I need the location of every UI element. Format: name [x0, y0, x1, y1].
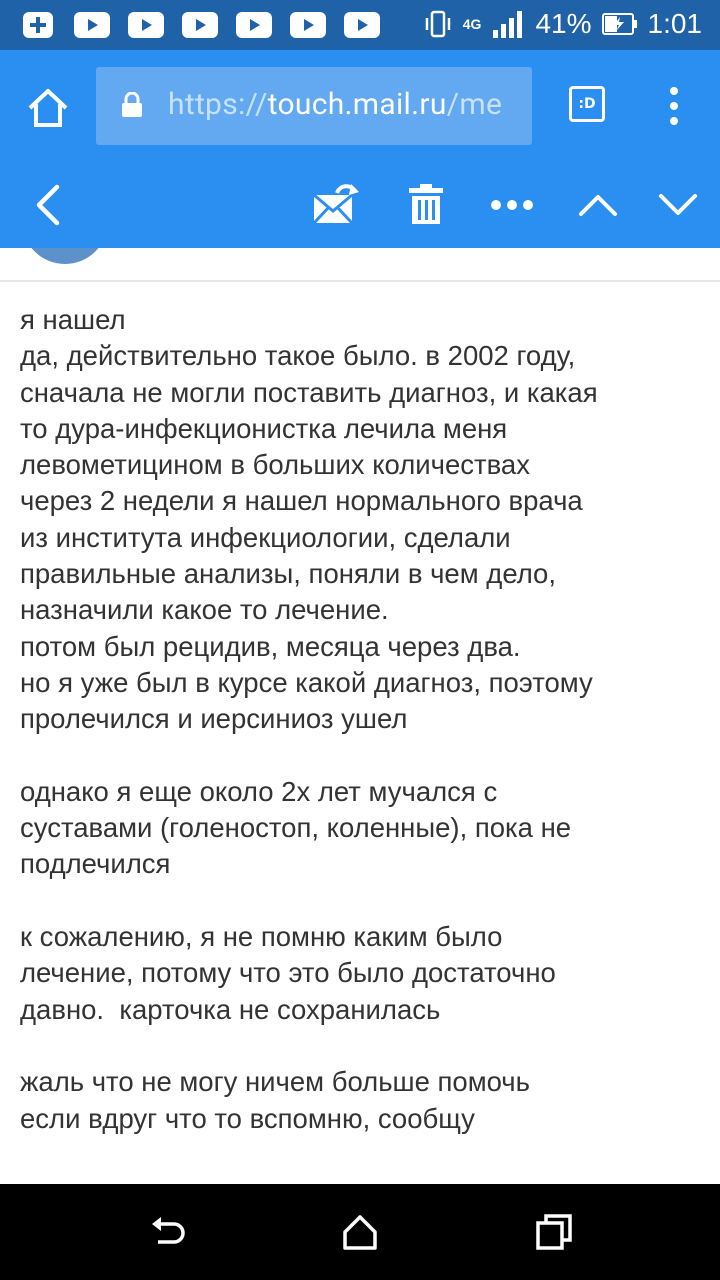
delete-button[interactable] — [400, 162, 452, 248]
home-button[interactable] — [24, 84, 72, 132]
youtube-icon — [290, 11, 326, 39]
mail-toolbar — [0, 162, 720, 248]
message-line: то дура-инфекционистка лечила меня — [20, 412, 508, 444]
message-line: но я уже был в курсе какой диагноз, поэтому — [20, 666, 593, 698]
youtube-icon — [128, 11, 164, 39]
battery-icon — [602, 13, 638, 35]
message-line: потом был рецидив, месяца через два. — [20, 630, 521, 662]
message-line: суставами (голеностоп, коленные), пока не — [20, 812, 572, 844]
message-header — [0, 248, 720, 282]
message-line: лечение, потому что это было достаточно — [20, 957, 556, 989]
paragraph-gap — [20, 883, 700, 919]
browser-menu-button[interactable] — [660, 84, 688, 128]
chevron-left-icon — [33, 183, 63, 227]
message-line: назначили какое то лечение. — [20, 594, 389, 626]
tab-badge: :D — [569, 86, 605, 122]
chevron-down-icon — [658, 193, 698, 217]
tabs-button[interactable] — [569, 86, 609, 126]
message-line: давно. карточка не сохранилась — [20, 993, 441, 1025]
avatar[interactable] — [22, 248, 108, 264]
back-arrow-icon — [148, 1212, 188, 1252]
home-icon — [340, 1212, 380, 1252]
system-status — [423, 8, 702, 40]
more-button[interactable] — [484, 162, 540, 248]
mark-spam-button[interactable] — [308, 162, 364, 248]
youtube-icon — [344, 11, 380, 39]
youtube-icon — [236, 11, 272, 39]
message-line: однако я еще около 2х лет мучался с — [20, 775, 498, 807]
message-line: подлечился — [20, 848, 171, 880]
notification-icons — [20, 11, 380, 39]
signal-icon — [491, 10, 525, 38]
browser-url-bar — [0, 50, 720, 162]
next-message-button[interactable] — [650, 162, 706, 248]
paragraph-gap — [20, 738, 700, 774]
status-bar — [0, 0, 720, 50]
vibrate-icon — [423, 9, 453, 39]
message-line: пролечился и иерсиниоз ушел — [20, 703, 408, 735]
envelope-move-icon — [311, 183, 361, 227]
message-line: правильные анализы, поняли в чем дело, — [20, 558, 556, 590]
battery-percent: 41% — [535, 8, 592, 39]
message-line: из института инфекциологии, сделали — [20, 521, 511, 553]
add-icon — [20, 11, 56, 39]
youtube-icon — [182, 11, 218, 39]
message-line: сначала не могли поставить диагноз, и какая — [20, 376, 598, 408]
nav-home-button[interactable] — [340, 1212, 380, 1252]
message-line: левометицином в больших количествах — [20, 449, 530, 481]
message-line: да, действительно такое было. в 2002 году, — [20, 340, 576, 372]
nav-recents-button[interactable] — [534, 1212, 574, 1252]
back-button[interactable] — [20, 162, 76, 248]
lock-icon — [121, 92, 143, 118]
nav-back-button[interactable] — [148, 1212, 188, 1252]
network-type: 4G — [462, 16, 482, 32]
more-dots-icon — [490, 199, 534, 211]
clock: 1:01 — [647, 8, 702, 39]
paragraph-gap — [20, 1028, 700, 1064]
chevron-up-icon — [578, 193, 618, 217]
message-line: я нашел — [20, 304, 126, 335]
address-field[interactable] — [96, 67, 532, 145]
url-text: https://touch.mail.ru/me — [168, 87, 503, 122]
system-nav-bar — [0, 1184, 720, 1280]
previous-message-button[interactable] — [570, 162, 626, 248]
message-line: если вдруг что то вспомню, сообщу — [20, 1102, 475, 1134]
message-body — [20, 302, 700, 1137]
message-line: жаль что не могу ничем больше помочь — [20, 1066, 530, 1098]
home-icon — [24, 84, 72, 132]
message-line: через 2 недели я нашел нормального врача — [20, 485, 583, 517]
youtube-icon — [74, 11, 110, 39]
recents-icon — [534, 1212, 574, 1252]
message-line: к сожалению, я не помню каким было — [20, 921, 503, 953]
trash-icon — [408, 184, 444, 226]
